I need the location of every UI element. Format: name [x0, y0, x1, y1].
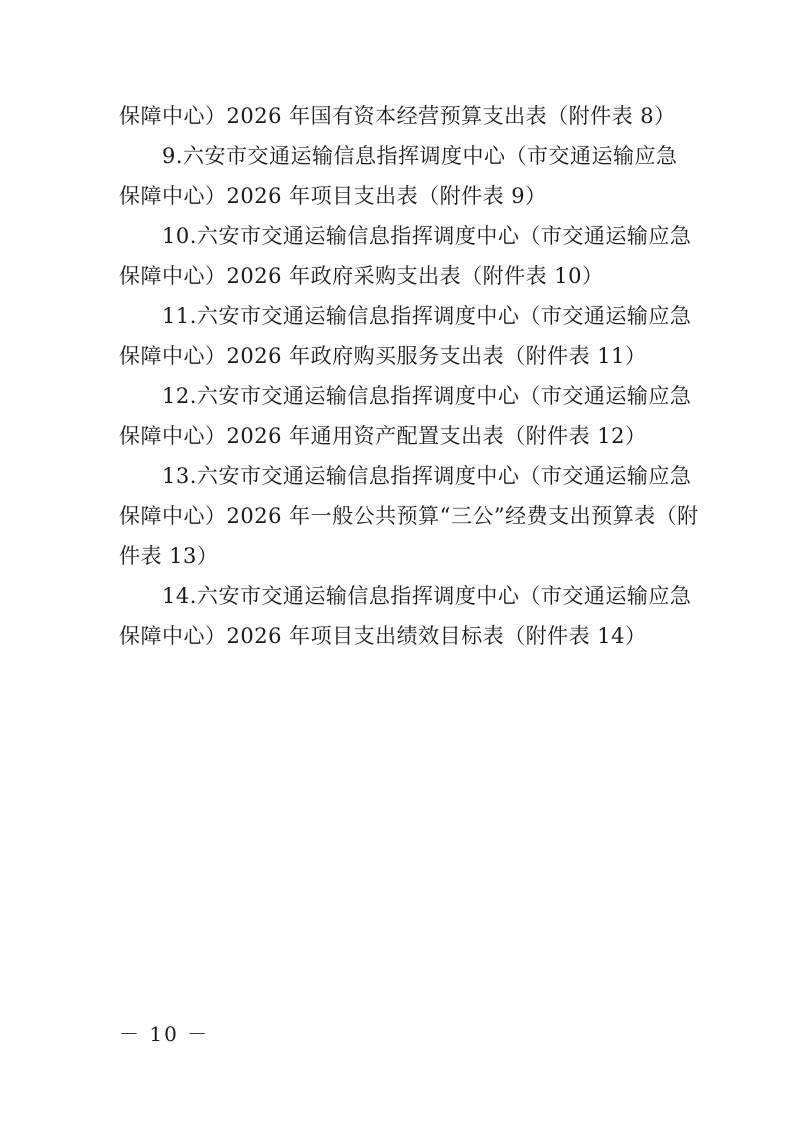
- text-line: 保障中心）2026 年通用资产配置支出表（附件表 12）: [119, 424, 647, 448]
- page-number: － 10 －: [119, 1022, 210, 1046]
- text-line: 保障中心）2026 年一般公共预算“三公”经费支出预算表（附: [119, 504, 699, 528]
- text-line: 保障中心）2026 年政府购买服务支出表（附件表 11）: [119, 344, 647, 368]
- document-body: [119, 96, 699, 656]
- text-line: 保障中心）2026 年项目支出绩效目标表（附件表 14）: [119, 624, 647, 648]
- text-line: 保障中心）2026 年项目支出表（附件表 9）: [119, 184, 547, 208]
- list-item-14: 14.六安市交通运输信息指挥调度中心（市交通运输应急: [162, 584, 692, 608]
- list-item-10: 10.六安市交通运输信息指挥调度中心（市交通运输应急: [162, 224, 692, 248]
- text-line: 保障中心）2026 年国有资本经营预算支出表（附件表 8）: [119, 104, 676, 128]
- list-item-13: 13.六安市交通运输信息指挥调度中心（市交通运输应急: [162, 464, 692, 488]
- list-item-9: 9.六安市交通运输信息指挥调度中心（市交通运输应急: [162, 144, 678, 168]
- list-item-11: 11.六安市交通运输信息指挥调度中心（市交通运输应急: [162, 304, 692, 328]
- text-line: 件表 13）: [119, 544, 219, 568]
- list-item-12: 12.六安市交通运输信息指挥调度中心（市交通运输应急: [162, 384, 692, 408]
- text-line: 保障中心）2026 年政府采购支出表（附件表 10）: [119, 264, 604, 288]
